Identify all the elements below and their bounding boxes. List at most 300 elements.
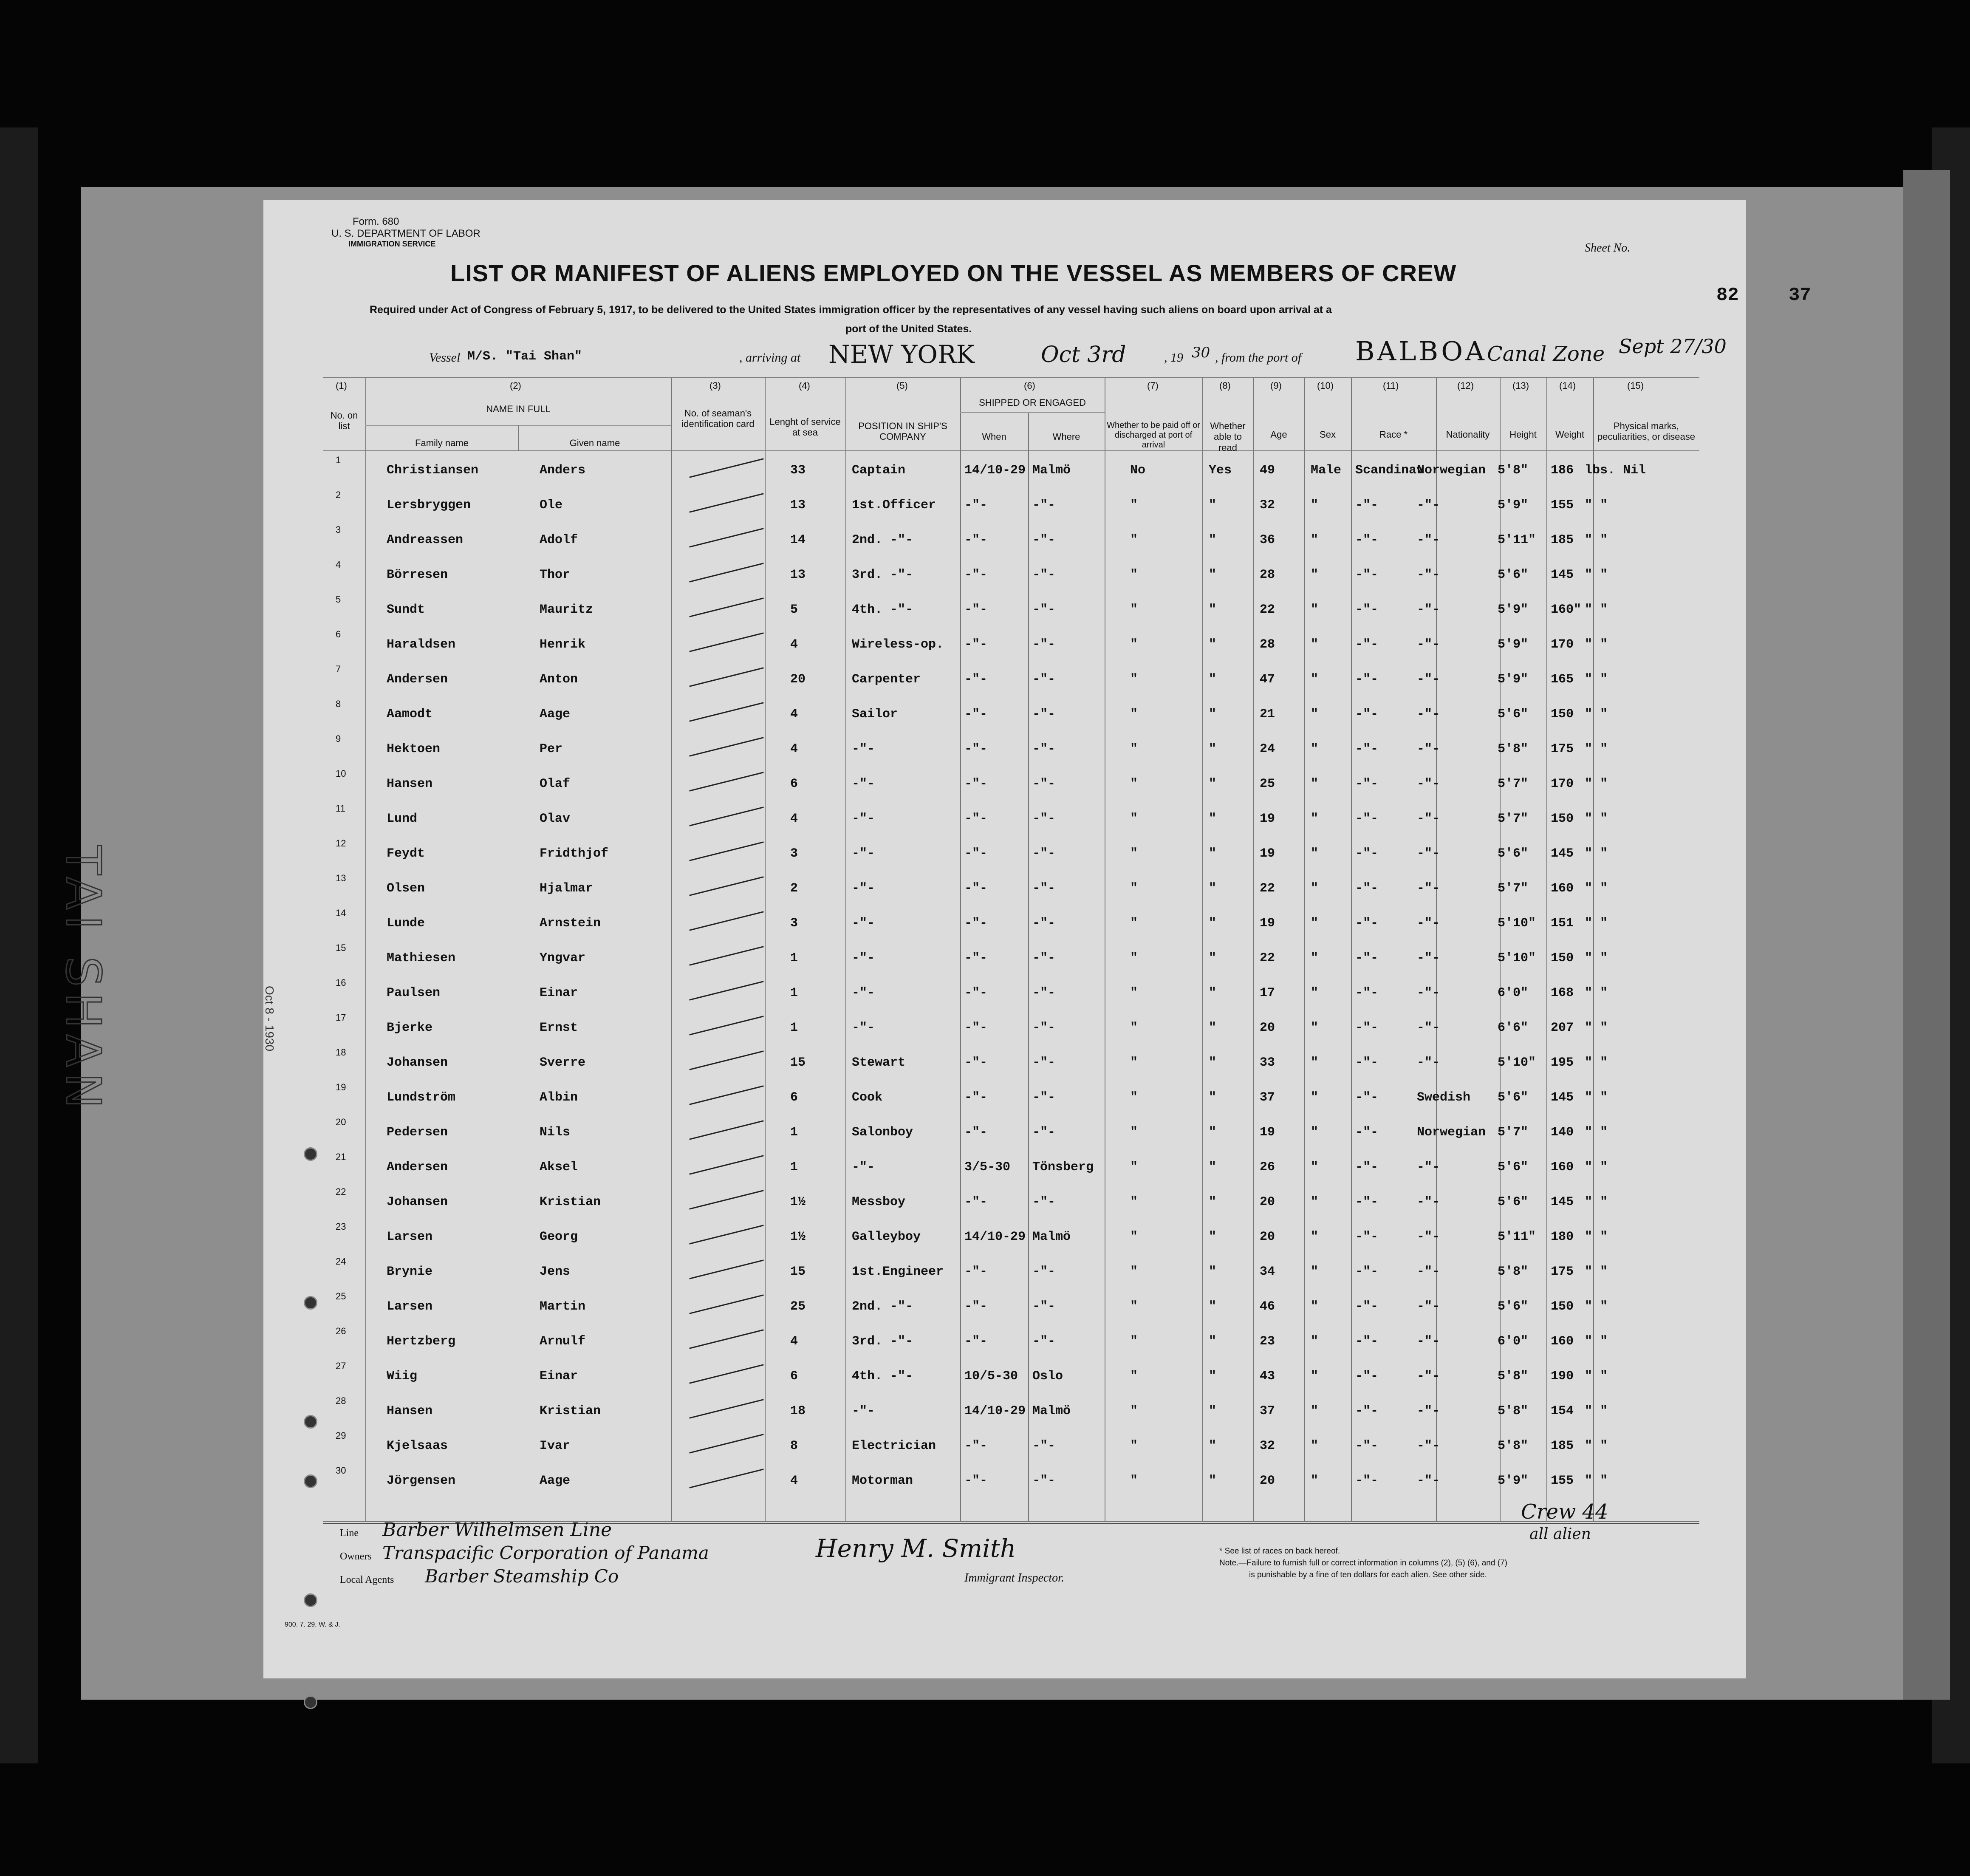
cell-age: 33 — [1260, 1055, 1275, 1070]
cell-weight: 170 — [1551, 637, 1574, 652]
cell-physical-marks: " " — [1585, 1195, 1608, 1209]
cell-able-to-read: Yes — [1209, 463, 1232, 478]
cell-row-number: 15 — [336, 942, 346, 953]
cell-shipped-when: -"- — [964, 672, 988, 687]
check-mark — [689, 528, 763, 547]
cell-given-name: Ernst — [540, 1021, 578, 1035]
cell-given-name: Sverre — [540, 1055, 586, 1070]
cell-able-to-read: " — [1209, 637, 1217, 652]
check-mark — [689, 1329, 763, 1349]
col-rule — [1546, 377, 1547, 1521]
cell-service-length: 4 — [790, 637, 798, 652]
cell-position: Wireless-op. — [852, 637, 944, 652]
cell-paid-off: " — [1130, 777, 1138, 791]
cell-shipped-where: -"- — [1032, 1439, 1056, 1453]
cell-service-length: 6 — [790, 777, 798, 791]
cell-shipped-when: -"- — [964, 742, 988, 756]
cell-given-name: Yngvar — [540, 951, 586, 965]
cell-service-length: 3 — [790, 916, 798, 931]
cell-nationality: Norwegian — [1417, 463, 1486, 478]
cell-paid-off: " — [1130, 603, 1138, 617]
cell-race: -"- — [1355, 1404, 1379, 1418]
check-mark — [689, 1190, 763, 1209]
cell-service-length: 15 — [790, 1055, 806, 1070]
check-mark — [689, 981, 763, 1000]
check-mark — [689, 1469, 763, 1488]
cell-height: 5'6" — [1498, 1195, 1529, 1209]
cell-paid-off: " — [1130, 1160, 1138, 1174]
col-num-1: (1) — [336, 380, 347, 391]
cell-physical-marks: " " — [1585, 986, 1608, 1000]
cell-age: 43 — [1260, 1369, 1275, 1384]
check-mark — [689, 667, 763, 687]
cell-height: 5'9" — [1498, 498, 1529, 512]
cell-height: 5'6" — [1498, 1090, 1529, 1105]
cell-age: 22 — [1260, 603, 1275, 617]
cell-service-length: 2 — [790, 881, 798, 896]
cell-weight: 145 — [1551, 846, 1574, 861]
ship-name-stamp: TAI SHAN — [55, 846, 110, 1115]
check-mark — [689, 597, 763, 617]
cell-physical-marks: " " — [1585, 1299, 1608, 1314]
cell-service-length: 6 — [790, 1090, 798, 1105]
cell-shipped-where: -"- — [1032, 742, 1056, 756]
col-num-8: (8) — [1219, 380, 1231, 391]
cell-sex: " — [1311, 1299, 1319, 1314]
printer-mark: 900. 7. 29. W. & J. — [285, 1621, 340, 1628]
manifest-title: LIST OR MANIFEST OF ALIENS EMPLOYED ON THE VESSEL AS MEMBERS OF CREW — [450, 260, 1457, 286]
cell-service-length: 13 — [790, 568, 806, 582]
department-name: U. S. DEPARTMENT OF LABOR — [331, 228, 480, 239]
col-rule — [1436, 377, 1437, 1521]
cell-race: -"- — [1355, 951, 1379, 965]
cell-family-name: Johansen — [387, 1055, 448, 1070]
col-rule — [1253, 377, 1254, 1521]
cell-race: -"- — [1355, 1125, 1379, 1140]
cell-nationality: -"- — [1417, 533, 1440, 547]
check-mark — [689, 737, 763, 756]
col-num-10: (10) — [1317, 380, 1334, 391]
line-label: Line — [340, 1528, 359, 1539]
cell-sex: " — [1311, 1055, 1319, 1070]
cell-age: 20 — [1260, 1021, 1275, 1035]
cell-paid-off: " — [1130, 986, 1138, 1000]
cell-shipped-when: 14/10-29 — [964, 1230, 1026, 1244]
punch-hole — [304, 1593, 317, 1607]
cell-service-length: 4 — [790, 707, 798, 722]
cell-weight: 155 — [1551, 1474, 1574, 1488]
cell-height: 5'6" — [1498, 1160, 1529, 1174]
cell-age: 34 — [1260, 1265, 1275, 1279]
cell-able-to-read: " — [1209, 1404, 1217, 1418]
cell-shipped-where: -"- — [1032, 1090, 1056, 1105]
cell-sex: " — [1311, 672, 1319, 687]
cell-paid-off: " — [1130, 1474, 1138, 1488]
check-mark — [689, 1016, 763, 1035]
agents-label: Local Agents — [340, 1574, 394, 1585]
cell-height: 5'6" — [1498, 707, 1529, 722]
cell-nationality: -"- — [1417, 707, 1440, 722]
check-mark — [689, 493, 763, 512]
cell-service-length: 1 — [790, 951, 798, 965]
header-age: Age — [1270, 429, 1287, 440]
cell-weight: 190 — [1551, 1369, 1574, 1384]
cell-paid-off: " — [1130, 1090, 1138, 1105]
cell-weight: 185 — [1551, 1439, 1574, 1453]
cell-service-length: 14 — [790, 533, 806, 547]
cell-row-number: 23 — [336, 1221, 346, 1232]
cell-shipped-when: -"- — [964, 1090, 988, 1105]
cell-sex: " — [1311, 707, 1319, 722]
owners-label: Owners — [340, 1551, 372, 1562]
cell-age: 20 — [1260, 1230, 1275, 1244]
cell-nationality: -"- — [1417, 672, 1440, 687]
cell-sex: " — [1311, 1474, 1319, 1488]
cell-paid-off: " — [1130, 846, 1138, 861]
cell-height: 5'8" — [1498, 1369, 1529, 1384]
header-given-name: Given name — [569, 438, 620, 448]
cell-shipped-where: -"- — [1032, 1299, 1056, 1314]
cell-family-name: Börresen — [387, 568, 448, 582]
cell-age: 26 — [1260, 1160, 1275, 1174]
cell-row-number: 29 — [336, 1430, 346, 1441]
cell-sex: " — [1311, 812, 1319, 826]
col-rule — [671, 377, 672, 1521]
cell-position: -"- — [852, 812, 875, 826]
cell-given-name: Jens — [540, 1265, 571, 1279]
cell-shipped-where: -"- — [1032, 707, 1056, 722]
cell-service-length: 1 — [790, 986, 798, 1000]
cell-shipped-when: -"- — [964, 1125, 988, 1140]
cell-shipped-where: Tönsberg — [1032, 1160, 1094, 1174]
cell-age: 23 — [1260, 1334, 1275, 1349]
cell-race: -"- — [1355, 1299, 1379, 1314]
cell-physical-marks: " " — [1585, 1369, 1608, 1384]
cell-sex: " — [1311, 846, 1319, 861]
punch-hole — [304, 1415, 317, 1429]
cell-row-number: 3 — [336, 524, 341, 535]
cell-family-name: Hansen — [387, 1404, 433, 1418]
cell-service-length: 1 — [790, 1021, 798, 1035]
arrival-date: Oct 3rd — [1041, 342, 1126, 368]
cell-age: 17 — [1260, 986, 1275, 1000]
cell-sex: " — [1311, 1369, 1319, 1384]
cell-nationality: -"- — [1417, 881, 1440, 896]
cell-shipped-when: -"- — [964, 1299, 988, 1314]
cell-nationality: -"- — [1417, 1404, 1440, 1418]
cell-given-name: Aage — [540, 707, 571, 722]
from-port-extra: Canal Zone — [1487, 342, 1605, 366]
inspector-label: Immigrant Inspector. — [964, 1571, 1064, 1585]
cell-family-name: Andersen — [387, 672, 448, 687]
cell-row-number: 19 — [336, 1082, 346, 1092]
cell-race: -"- — [1355, 533, 1379, 547]
cell-weight: 185 — [1551, 533, 1574, 547]
cell-able-to-read: " — [1209, 1299, 1217, 1314]
cell-family-name: Wiig — [387, 1369, 418, 1384]
cell-able-to-read: " — [1209, 603, 1217, 617]
cell-able-to-read: " — [1209, 1055, 1217, 1070]
cell-sex: " — [1311, 986, 1319, 1000]
corner-number: 37 — [1789, 285, 1811, 306]
underlying-page-edge — [1903, 170, 1950, 1700]
cell-physical-marks: " " — [1585, 1230, 1608, 1244]
cell-family-name: Lundström — [387, 1090, 456, 1105]
cell-shipped-where: -"- — [1032, 568, 1056, 582]
cell-age: 36 — [1260, 533, 1275, 547]
sheet-number: 82 — [1716, 285, 1739, 306]
service-name: IMMIGRATION SERVICE — [348, 240, 436, 248]
cell-height: 5'8" — [1498, 463, 1529, 478]
cell-physical-marks: " " — [1585, 637, 1608, 652]
header-when: When — [982, 431, 1006, 442]
cell-height: 5'9" — [1498, 672, 1529, 687]
cell-nationality: -"- — [1417, 1055, 1440, 1070]
cell-height: 5'10" — [1498, 1055, 1536, 1070]
cell-able-to-read: " — [1209, 568, 1217, 582]
cell-family-name: Hektoen — [387, 742, 441, 756]
cell-shipped-where: -"- — [1032, 637, 1056, 652]
cell-sex: " — [1311, 1439, 1319, 1453]
cell-given-name: Aksel — [540, 1160, 578, 1174]
cell-age: 32 — [1260, 498, 1275, 512]
cell-able-to-read: " — [1209, 498, 1217, 512]
cell-paid-off: " — [1130, 533, 1138, 547]
cell-height: 5'10" — [1498, 916, 1536, 931]
cell-shipped-when: -"- — [964, 1334, 988, 1349]
cell-position: Captain — [852, 463, 906, 478]
cell-physical-marks: " " — [1585, 1334, 1608, 1349]
cell-race: -"- — [1355, 1160, 1379, 1174]
cell-given-name: Hjalmar — [540, 881, 594, 896]
cell-race: -"- — [1355, 672, 1379, 687]
cell-position: -"- — [852, 1160, 875, 1174]
col-num-3: (3) — [709, 380, 721, 391]
inspector-signature: Henry M. Smith — [816, 1534, 1016, 1563]
cell-sex: " — [1311, 637, 1319, 652]
table-header-rule — [323, 450, 1699, 451]
col-num-2: (2) — [510, 380, 521, 391]
cell-height: 5'6" — [1498, 568, 1529, 582]
cell-race: -"- — [1355, 916, 1379, 931]
year-prefix: , 19 — [1164, 351, 1183, 365]
cell-row-number: 14 — [336, 908, 346, 918]
cell-able-to-read: " — [1209, 846, 1217, 861]
cell-weight: 151 — [1551, 916, 1574, 931]
cell-given-name: Arnulf — [540, 1334, 586, 1349]
cell-row-number: 16 — [336, 977, 346, 988]
arriving-label: , arriving at — [739, 351, 801, 365]
cell-paid-off: " — [1130, 812, 1138, 826]
cell-weight: 150 — [1551, 1299, 1574, 1314]
cell-shipped-when: 10/5-30 — [964, 1369, 1018, 1384]
cell-shipped-when: -"- — [964, 812, 988, 826]
cell-paid-off: " — [1130, 916, 1138, 931]
cell-family-name: Hertzberg — [387, 1334, 456, 1349]
manifest-page — [55, 200, 1811, 1678]
cell-shipped-where: -"- — [1032, 986, 1056, 1000]
cell-sex: " — [1311, 916, 1319, 931]
cell-age: 20 — [1260, 1195, 1275, 1209]
line-value: Barber Wilhelmsen Line — [382, 1519, 612, 1541]
cell-family-name: Hansen — [387, 777, 433, 791]
cell-physical-marks: " " — [1585, 1125, 1608, 1140]
cell-age: 28 — [1260, 568, 1275, 582]
cell-shipped-where: -"- — [1032, 881, 1056, 896]
cell-family-name: Johansen — [387, 1195, 448, 1209]
cell-family-name: Jörgensen — [387, 1474, 456, 1488]
cell-height: 6'0" — [1498, 986, 1529, 1000]
check-mark — [689, 702, 763, 722]
cell-physical-marks: " " — [1585, 846, 1608, 861]
cell-race: -"- — [1355, 1195, 1379, 1209]
cell-service-length: 5 — [790, 603, 798, 617]
cell-service-length: 15 — [790, 1265, 806, 1279]
cell-height: 5'7" — [1498, 777, 1529, 791]
cell-age: 21 — [1260, 707, 1275, 722]
cell-physical-marks: " " — [1585, 603, 1608, 617]
cell-sex: " — [1311, 1265, 1319, 1279]
cell-sex: " — [1311, 1404, 1319, 1418]
cell-position: -"- — [852, 846, 875, 861]
cell-height: 5'9" — [1498, 1474, 1529, 1488]
cell-physical-marks: " " — [1585, 812, 1608, 826]
check-mark — [689, 1259, 763, 1279]
cell-shipped-where: -"- — [1032, 1474, 1056, 1488]
cell-given-name: Fridthjof — [540, 846, 609, 861]
cell-position: Stewart — [852, 1055, 906, 1070]
cell-row-number: 30 — [336, 1465, 346, 1476]
cell-paid-off: " — [1130, 1369, 1138, 1384]
sheet-label: Sheet No. — [1585, 241, 1631, 255]
cell-physical-marks: " " — [1585, 742, 1608, 756]
col-num-12: (12) — [1457, 380, 1474, 391]
cell-age: 49 — [1260, 463, 1275, 478]
cell-position: -"- — [852, 951, 875, 965]
cell-paid-off: " — [1130, 568, 1138, 582]
col-rule — [1593, 377, 1594, 1521]
check-mark — [689, 946, 763, 965]
cell-height: 5'7" — [1498, 812, 1529, 826]
header-height: Height — [1509, 429, 1537, 440]
cell-position: -"- — [852, 1404, 875, 1418]
cell-age: 37 — [1260, 1090, 1275, 1105]
cell-race: -"- — [1355, 881, 1379, 896]
cell-family-name: Pedersen — [387, 1125, 448, 1140]
cell-row-number: 28 — [336, 1395, 346, 1406]
punch-hole — [304, 1147, 317, 1161]
year-suffix: 30 — [1192, 344, 1210, 361]
cell-given-name: Ivar — [540, 1439, 571, 1453]
cell-able-to-read: " — [1209, 1090, 1217, 1105]
cell-given-name: Per — [540, 742, 563, 756]
cell-family-name: Olsen — [387, 881, 425, 896]
cell-paid-off: " — [1130, 1334, 1138, 1349]
cell-height: 5'9" — [1498, 603, 1529, 617]
cell-able-to-read: " — [1209, 742, 1217, 756]
cell-weight: 168 — [1551, 986, 1574, 1000]
cell-race: -"- — [1355, 777, 1379, 791]
cell-height: 5'8" — [1498, 1439, 1529, 1453]
cell-shipped-where: -"- — [1032, 498, 1056, 512]
cell-position: Electrician — [852, 1439, 936, 1453]
check-mark — [689, 1225, 763, 1244]
cell-row-number: 24 — [336, 1256, 346, 1267]
check-mark — [689, 911, 763, 931]
cell-race: -"- — [1355, 742, 1379, 756]
cell-family-name: Lunde — [387, 916, 425, 931]
cell-position: Cook — [852, 1090, 883, 1105]
cell-race: -"- — [1355, 707, 1379, 722]
cell-shipped-where: Oslo — [1032, 1369, 1063, 1384]
cell-row-number: 26 — [336, 1326, 346, 1336]
cell-position: Carpenter — [852, 672, 921, 687]
cell-paid-off: " — [1130, 881, 1138, 896]
cell-able-to-read: " — [1209, 1369, 1217, 1384]
cell-position: 3rd. -"- — [852, 1334, 913, 1349]
cell-weight: 160 — [1551, 881, 1574, 896]
cell-given-name: Arnstein — [540, 916, 601, 931]
cell-physical-marks: " " — [1585, 951, 1608, 965]
cell-position: 1st.Engineer — [852, 1265, 944, 1279]
header-race: Race * — [1379, 429, 1408, 440]
cell-shipped-when: -"- — [964, 533, 988, 547]
cell-position: 4th. -"- — [852, 603, 913, 617]
cell-given-name: Anders — [540, 463, 586, 478]
cell-row-number: 6 — [336, 629, 341, 639]
cell-age: 22 — [1260, 881, 1275, 896]
cell-paid-off: " — [1130, 1021, 1138, 1035]
binder-left-edge — [0, 127, 38, 1763]
cell-row-number: 17 — [336, 1012, 346, 1023]
cell-sex: " — [1311, 568, 1319, 582]
cell-position: -"- — [852, 1021, 875, 1035]
cell-sex: " — [1311, 951, 1319, 965]
penalty-note-2: is punishable by a fine of ten dollars for each alien. See other side. — [1249, 1570, 1487, 1579]
cell-given-name: Nils — [540, 1125, 571, 1140]
col-rule — [765, 377, 766, 1521]
cell-family-name: Bjerke — [387, 1021, 433, 1035]
cell-nationality: -"- — [1417, 1021, 1440, 1035]
cell-row-number: 18 — [336, 1047, 346, 1058]
cell-service-length: 33 — [790, 463, 806, 478]
departure-date: Sept 27/30 — [1619, 335, 1727, 358]
cell-paid-off: " — [1130, 1125, 1138, 1140]
cell-shipped-when: -"- — [964, 637, 988, 652]
cell-able-to-read: " — [1209, 1474, 1217, 1488]
cell-shipped-where: -"- — [1032, 1265, 1056, 1279]
col-num-15: (15) — [1627, 380, 1644, 391]
col-num-5: (5) — [896, 380, 908, 391]
cell-shipped-where: -"- — [1032, 1021, 1056, 1035]
cell-nationality: -"- — [1417, 603, 1440, 617]
cell-position: -"- — [852, 881, 875, 896]
cell-weight: 165 — [1551, 672, 1574, 687]
cell-family-name: Mathiesen — [387, 951, 456, 965]
cell-paid-off: " — [1130, 951, 1138, 965]
check-mark — [689, 806, 763, 826]
header-sex: Sex — [1320, 429, 1336, 440]
cell-weight: 145 — [1551, 1195, 1574, 1209]
cell-row-number: 10 — [336, 768, 346, 779]
cell-physical-marks: " " — [1585, 568, 1608, 582]
cell-nationality: -"- — [1417, 951, 1440, 965]
header-where: Where — [1052, 431, 1080, 442]
cell-paid-off: " — [1130, 1265, 1138, 1279]
cell-able-to-read: " — [1209, 1195, 1217, 1209]
check-mark — [689, 1050, 763, 1070]
cell-service-length: 20 — [790, 672, 806, 687]
